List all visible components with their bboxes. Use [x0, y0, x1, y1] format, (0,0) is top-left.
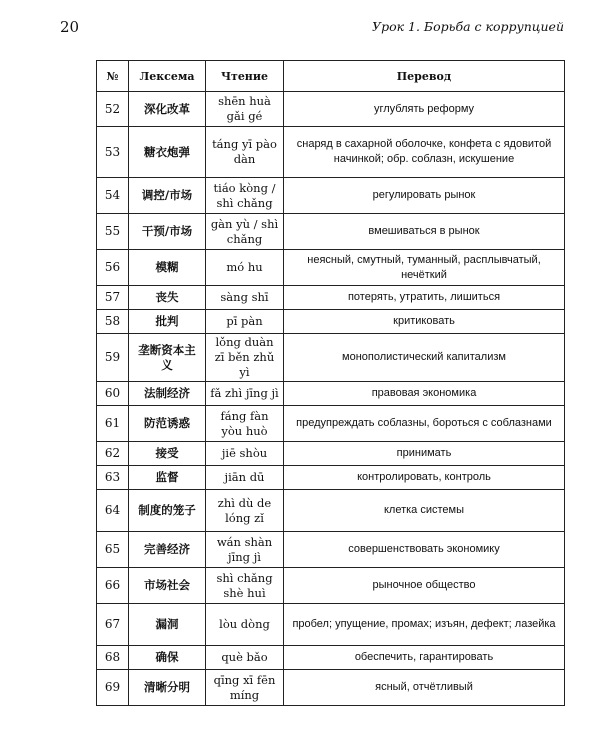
row-number: 66: [97, 568, 129, 604]
row-number: 64: [97, 490, 129, 532]
row-translation: контролировать, контроль: [284, 466, 565, 490]
row-number: 68: [97, 646, 129, 670]
row-translation: клетка системы: [284, 490, 565, 532]
row-lexeme: 丧失: [129, 286, 206, 310]
row-reading: fǎ zhì jīng jì: [206, 382, 284, 406]
row-number: 69: [97, 670, 129, 706]
table-row: [97, 670, 565, 706]
row-translation: монополистический капитализм: [284, 334, 565, 382]
table-row: [97, 92, 565, 127]
row-number: 57: [97, 286, 129, 310]
row-number: 59: [97, 334, 129, 382]
table-row: [97, 334, 565, 382]
row-translation: ясный, отчётливый: [284, 670, 565, 706]
table-row: [97, 532, 565, 568]
page-number: 20: [60, 18, 80, 36]
row-lexeme: 调控/市场: [129, 178, 206, 214]
row-reading: lòu dòng: [206, 604, 284, 646]
row-number: 61: [97, 406, 129, 442]
row-lexeme: 清晰分明: [129, 670, 206, 706]
row-lexeme: 确保: [129, 646, 206, 670]
row-reading: zhì dù de lóng zǐ: [206, 490, 284, 532]
row-translation: правовая экономика: [284, 382, 565, 406]
row-lexeme: 漏洞: [129, 604, 206, 646]
row-translation: углублять реформу: [284, 92, 565, 127]
row-number: 54: [97, 178, 129, 214]
row-lexeme: 接受: [129, 442, 206, 466]
table-header-row: [97, 61, 565, 92]
row-translation: потерять, утратить, лишиться: [284, 286, 565, 310]
row-reading: sàng shī: [206, 286, 284, 310]
row-translation: снаряд в сахарной оболочке, конфета с ядовитой начинкой; обр. соблазн, искушение: [284, 127, 565, 178]
column-header-lexeme: Лексема: [129, 61, 206, 92]
table-row: [97, 406, 565, 442]
row-reading: pī pàn: [206, 310, 284, 334]
table-row: [97, 646, 565, 670]
table-row: [97, 286, 565, 310]
row-lexeme: 模糊: [129, 250, 206, 286]
column-header-translation: Перевод: [284, 61, 565, 92]
row-lexeme: 深化改革: [129, 92, 206, 127]
column-header-reading: Чтение: [206, 61, 284, 92]
table-row: [97, 382, 565, 406]
row-lexeme: 防范诱惑: [129, 406, 206, 442]
row-number: 58: [97, 310, 129, 334]
row-translation: регулировать рынок: [284, 178, 565, 214]
row-translation: неясный, смутный, туманный, расплывчатый, нечёткий: [284, 250, 565, 286]
row-number: 67: [97, 604, 129, 646]
row-reading: lǒng duàn zī běn zhǔ yì: [206, 334, 284, 382]
row-lexeme: 市场社会: [129, 568, 206, 604]
running-head: Урок 1. Борьба с коррупцией: [372, 19, 564, 34]
row-number: 52: [97, 92, 129, 127]
row-number: 53: [97, 127, 129, 178]
row-reading: tiáo kòng / shì chǎng: [206, 178, 284, 214]
row-reading: wán shàn jīng jì: [206, 532, 284, 568]
row-reading: fáng fàn yòu huò: [206, 406, 284, 442]
row-number: 60: [97, 382, 129, 406]
row-number: 65: [97, 532, 129, 568]
table-row: [97, 178, 565, 214]
row-lexeme: 监督: [129, 466, 206, 490]
row-reading: mó hu: [206, 250, 284, 286]
row-number: 62: [97, 442, 129, 466]
table-row: [97, 568, 565, 604]
table-row: [97, 127, 565, 178]
row-lexeme: 干预/市场: [129, 214, 206, 250]
row-translation: пробел; упущение, промах; изъян, дефект; лазейка: [284, 604, 565, 646]
row-translation: принимать: [284, 442, 565, 466]
table-row: [97, 466, 565, 490]
row-number: 55: [97, 214, 129, 250]
row-number: 63: [97, 466, 129, 490]
row-translation: вмешиваться в рынок: [284, 214, 565, 250]
row-reading: gàn yù / shì chǎng: [206, 214, 284, 250]
row-translation: обеспечить, гарантировать: [284, 646, 565, 670]
row-translation: критиковать: [284, 310, 565, 334]
table-row: [97, 310, 565, 334]
row-reading: què bǎo: [206, 646, 284, 670]
table-row: [97, 604, 565, 646]
row-lexeme: 垄断资本主义: [129, 334, 206, 382]
column-header-num: №: [97, 61, 129, 92]
row-reading: qīng xī fēn míng: [206, 670, 284, 706]
row-reading: jiān dū: [206, 466, 284, 490]
row-translation: совершенствовать экономику: [284, 532, 565, 568]
row-reading: shēn huà gǎi gé: [206, 92, 284, 127]
row-translation: рыночное общество: [284, 568, 565, 604]
row-reading: táng yī pào dàn: [206, 127, 284, 178]
row-number: 56: [97, 250, 129, 286]
row-translation: предупреждать соблазны, бороться с соблазнами: [284, 406, 565, 442]
row-reading: shì chǎng shè huì: [206, 568, 284, 604]
table-row: [97, 250, 565, 286]
row-lexeme: 批判: [129, 310, 206, 334]
row-reading: jiē shòu: [206, 442, 284, 466]
row-lexeme: 制度的笼子: [129, 490, 206, 532]
table-row: [97, 214, 565, 250]
row-lexeme: 糖衣炮弹: [129, 127, 206, 178]
table-row: [97, 490, 565, 532]
vocabulary-table: [96, 60, 565, 706]
table-row: [97, 442, 565, 466]
row-lexeme: 完善经济: [129, 532, 206, 568]
row-lexeme: 法制经济: [129, 382, 206, 406]
